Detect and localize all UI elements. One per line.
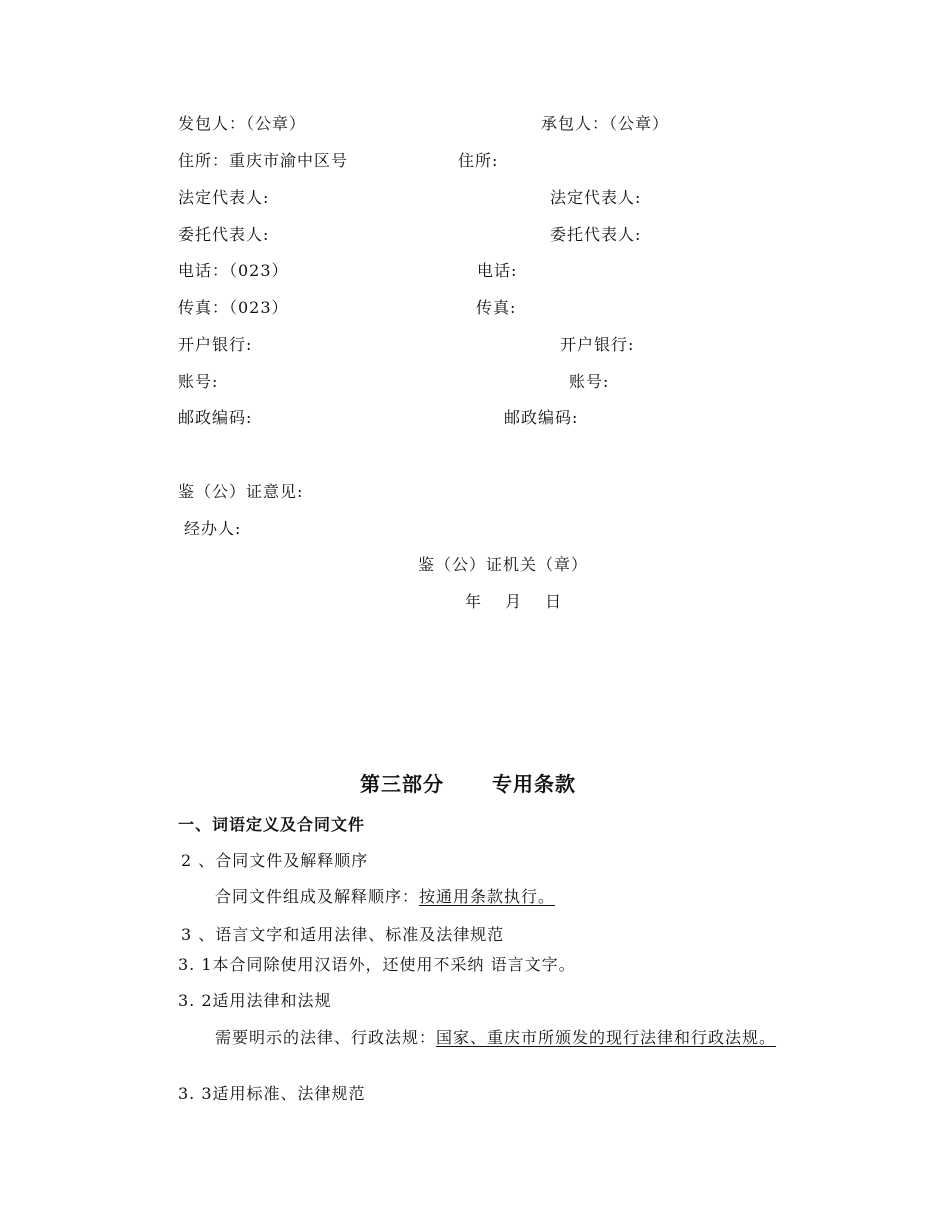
contractor-account: 账号: (569, 372, 610, 391)
notary-opinion: 鉴（公）证意见: (178, 482, 304, 501)
employer-seal-label: 发包人：（公章） (178, 114, 307, 133)
contractor-bank: 开户银行: (560, 335, 635, 354)
part3-title (360, 771, 576, 797)
item3-2-line (215, 1028, 776, 1048)
employer-postcode: 邮政编码: (178, 408, 253, 427)
employer-account: 账号: (178, 372, 219, 391)
item3-2-label: 需要明示的法律、行政法规： (215, 1028, 437, 1047)
item2-label: 合同文件组成及解释顺序： (215, 887, 420, 906)
item3-heading: 3 、语言文字和适用法律、标准及法律规范 (181, 925, 505, 944)
item2-line (215, 887, 555, 907)
contractor-seal-label: 承包人：（公章） (541, 114, 670, 133)
item2-heading: 2 、合同文件及解释顺序 (181, 851, 369, 870)
part3-title-left: 第三部分 (360, 772, 444, 796)
part3-title-right: 专用条款 (492, 772, 576, 796)
employer-legal-rep: 法定代表人: (178, 188, 270, 207)
contractor-fax: 传真: (476, 298, 517, 317)
notary-handler: 经办人: (184, 519, 242, 538)
contractor-agent: 委托代表人: (550, 225, 642, 244)
item3-1: 3. 1本合同除使用汉语外，还使用不采纳 语言文字。 (178, 955, 576, 974)
contractor-address: 住所: (458, 151, 499, 170)
employer-bank: 开户银行: (178, 335, 253, 354)
notary-office-seal: 鉴（公）证机关（章） (418, 555, 589, 574)
employer-fax: 传真：（023） (178, 298, 289, 317)
employer-phone: 电话：（023） (178, 261, 289, 280)
item2-value: 按通用条款执行。 (419, 887, 556, 906)
contractor-postcode: 邮政编码: (504, 408, 579, 427)
contractor-legal-rep: 法定代表人: (550, 188, 642, 207)
employer-address: 住所：重庆市渝中区号 (178, 151, 349, 170)
item3-2-value: 国家、重庆市所颁发的现行法律和行政法规。 (436, 1028, 777, 1047)
contractor-phone: 电话: (477, 261, 518, 280)
employer-agent: 委托代表人: (178, 225, 270, 244)
notary-date: 年 月 日 (465, 592, 563, 611)
section-heading-1: 一、词语定义及合同文件 (178, 815, 366, 834)
item3-3-heading: 3. 3适用标准、法律规范 (178, 1084, 366, 1103)
item3-2-heading: 3. 2适用法律和法规 (178, 991, 332, 1010)
